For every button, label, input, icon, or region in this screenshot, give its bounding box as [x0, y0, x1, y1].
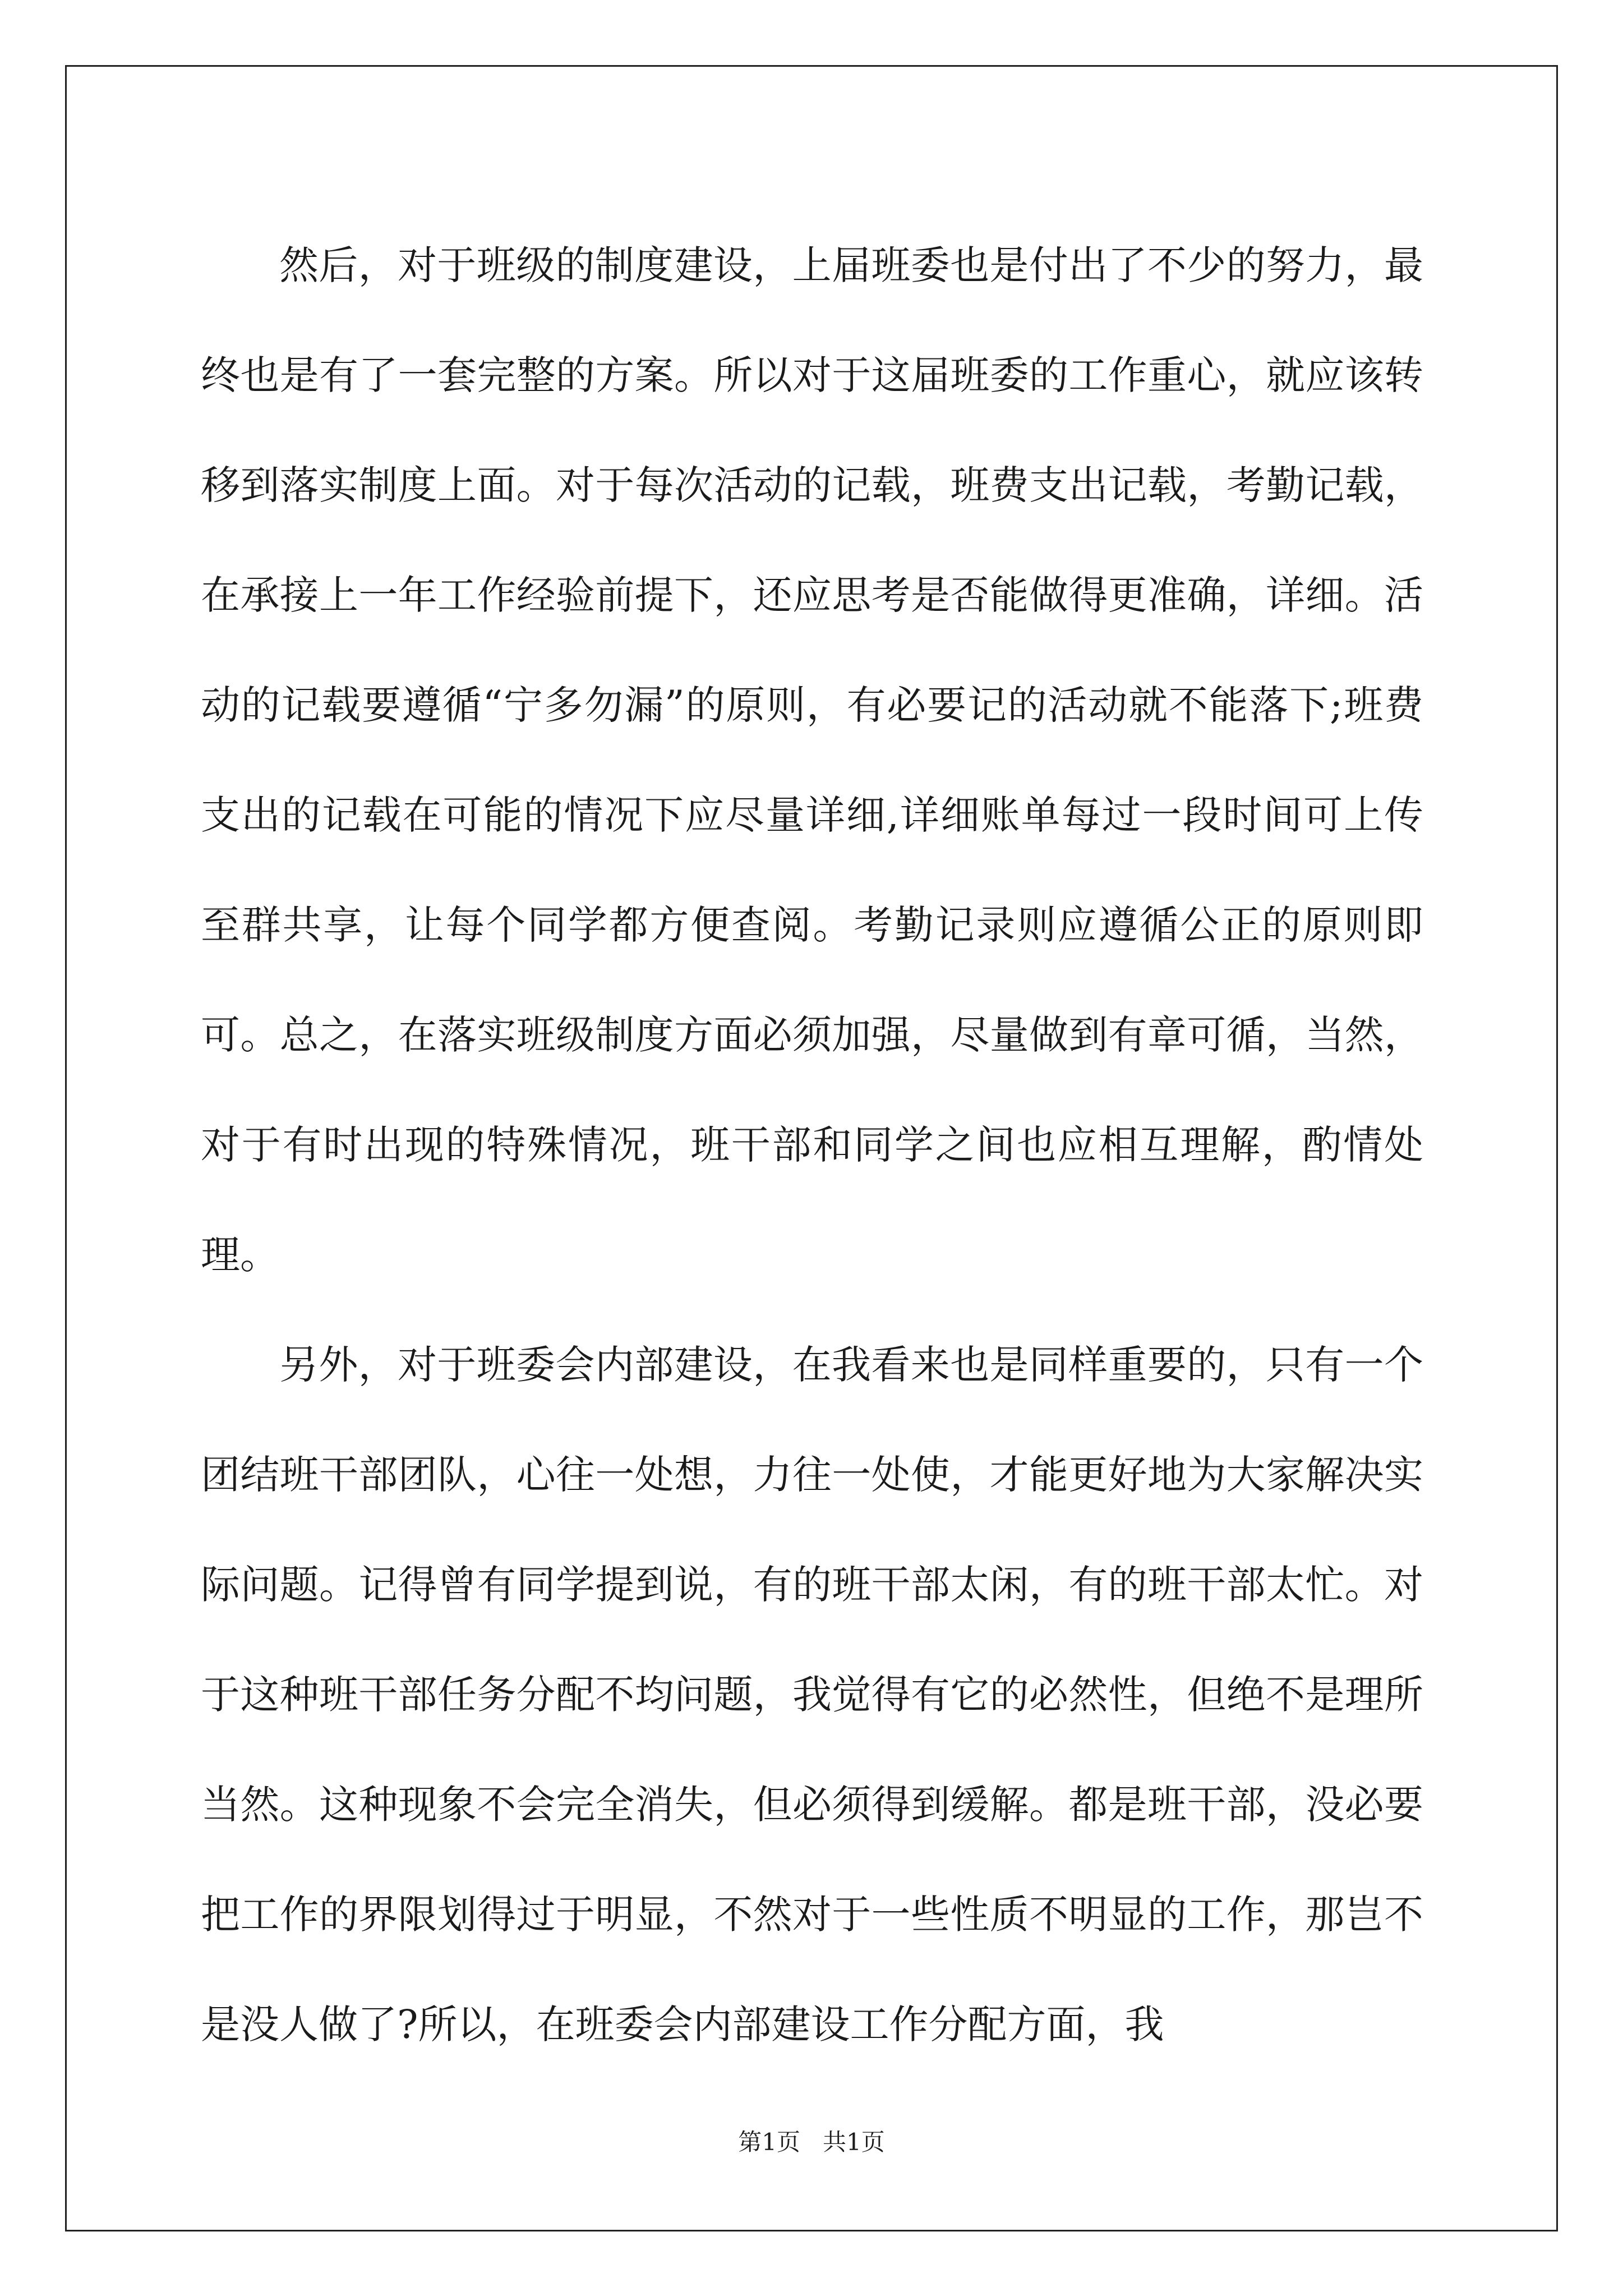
paragraph-2: 另外，对于班委会内部建设，在我看来也是同样重要的，只有一个团结班干部团队，心往一处想，力往一处使，才能更好地为大家解决实际问题。记得曾有同学提到说，有的班干部太闲，有的班干部太忙。对于这种班干部任务分配不均问题，我觉得有它的必然性，但绝不是理所当然。这种现象不会完全消失，但必须得到缓解。都是班干部，没必要把工作的界限划得过于明显，不然对于一些性质不明显的工作，那岂不是没人做了?所以，在班委会内部建设工作分配方面，我	[201, 1342, 1423, 2047]
page-number-footer: 第1页 共1页	[738, 2128, 885, 2156]
document-body	[201, 210, 1423, 2079]
paragraph-1: 然后，对于班级的制度建设，上届班委也是付出了不少的努力，最终也是有了一套完整的方案。所以对于这届班委的工作重心，就应该转移到落实制度上面。对于每次活动的记载，班费支出记载，考勤记载，在承接上一年工作经验前提下，还应思考是否能做得更准确，详细。活动的记载要遵循“宁多勿漏”的原则，有必要记的活动就不能落下;班费支出的记载在可能的情况下应尽量详细,详细账单每过一段时间可上传至群共享，让每个同学都方便查阅。考勤记录则应遵循公正的原则即可。总之，在落实班级制度方面必须加强，尽量做到有章可循，当然，对于有时出现的特殊情况，班干部和同学之间也应相互理解，酌情处理。	[201, 242, 1423, 1278]
